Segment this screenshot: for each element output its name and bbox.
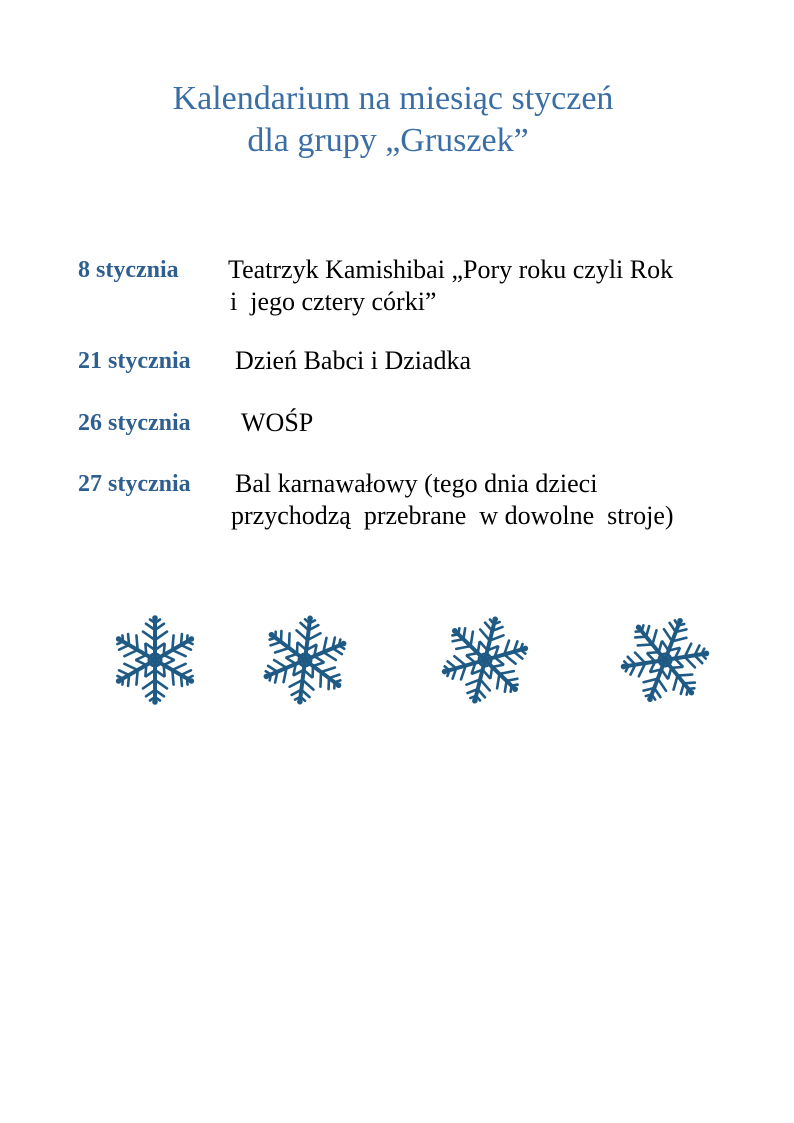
event-description-line: Teatrzyk Kamishibai „Pory roku czyli Rok [228, 255, 674, 284]
title-line-2: dla grupy „Gruszek” [247, 122, 529, 159]
snowflake-icon [615, 610, 715, 710]
event-description-line: i jego cztery córki” [230, 287, 437, 316]
event-date: 21 stycznia [78, 348, 191, 374]
page-title [0, 78, 794, 162]
event-description [231, 468, 674, 532]
snowflake-row [0, 610, 794, 710]
title-line-1: Kalendarium na miesiąc styczeń [172, 80, 614, 117]
snowflake-icon [255, 610, 355, 710]
event-date: 26 stycznia [78, 410, 191, 436]
event-description [228, 254, 673, 318]
event-description-line: Bal karnawałowy (tego dnia dzieci [235, 469, 598, 498]
event-description-line: WOŚP [241, 408, 314, 437]
event-description [235, 345, 471, 377]
event-description [241, 407, 313, 439]
event-description-line: Dzień Babci i Dziadka [235, 346, 472, 375]
event-date: 27 stycznia [78, 471, 191, 497]
snowflake-icon [105, 610, 205, 710]
event-date: 8 stycznia [78, 257, 179, 283]
snowflake-icon [435, 610, 535, 710]
event-description-line: przychodzą przebrane w dowolne stroje) [231, 501, 674, 530]
